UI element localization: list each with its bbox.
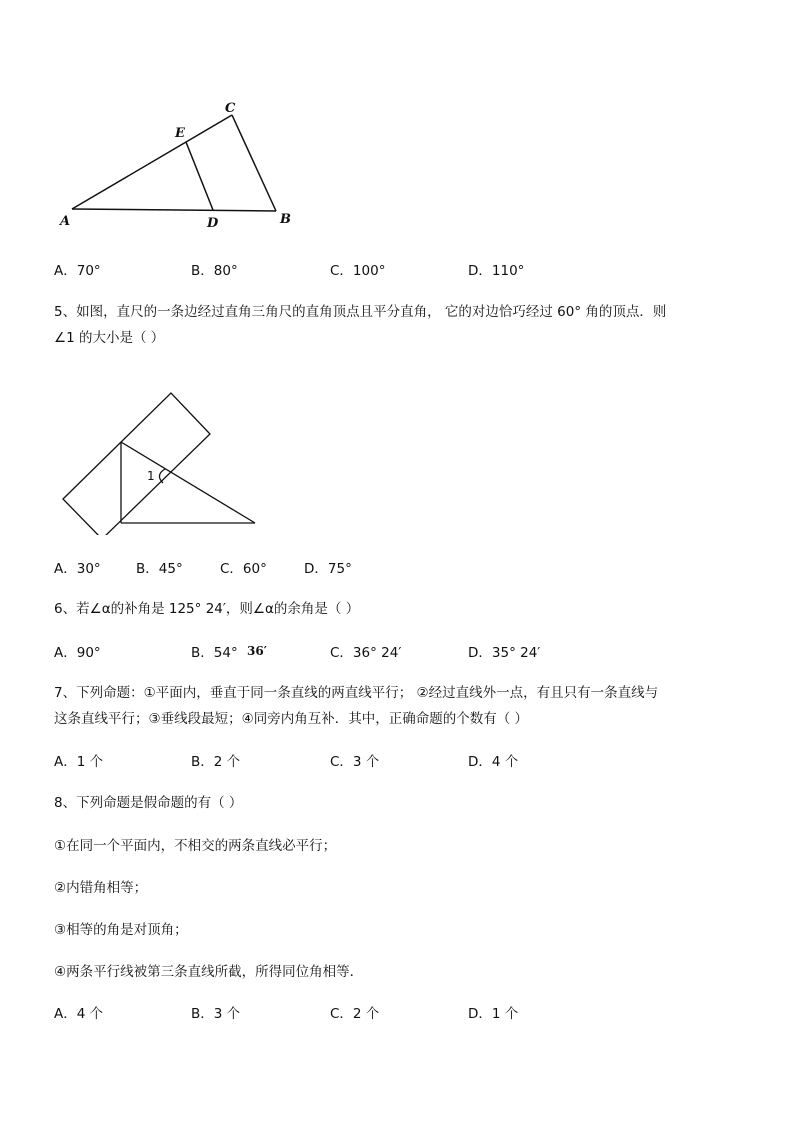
q5-stem-line1: 5、如图，直尺的一条边经过直角三角尺的直角顶点且平分直角， 它的对边恰巧经过 60° 角的顶点．则 xyxy=(54,304,667,320)
q6-option-a: A．90° xyxy=(54,645,101,661)
q5-option-a: A．30° xyxy=(54,561,101,577)
triangle-hypotenuse xyxy=(121,442,255,523)
q7-stem-line1: 7、下列命题：①平面内，垂直于同一条直线的两直线平行； ②经过直线外一点，有且只有一条直线与 xyxy=(54,685,659,701)
q6-option-d: D．35° 24′ xyxy=(468,645,541,661)
q8-stem: 8、下列命题是假命题的有（ ） xyxy=(54,795,243,811)
q6-option-c: C．36° 24′ xyxy=(330,645,402,661)
label-e: E xyxy=(175,126,185,141)
q5-option-b: B．45° xyxy=(136,561,183,577)
segment-ed xyxy=(186,142,213,210)
triangle-figure xyxy=(50,95,310,235)
q7-option-b: B．2 个 xyxy=(191,754,241,770)
q7-option-c: C．3 个 xyxy=(330,754,380,770)
q7-option-a: A．1 个 xyxy=(54,754,104,770)
q8-item-2: ②内错角相等； xyxy=(54,880,148,896)
label-d: D xyxy=(207,216,219,231)
q5-option-d: D．75° xyxy=(304,561,352,577)
ruler-outline xyxy=(63,393,210,535)
angle-1-label: 1 xyxy=(147,469,155,483)
q5-option-c: C．60° xyxy=(220,561,267,577)
segment-cb xyxy=(232,115,276,211)
segment-ac xyxy=(72,115,232,209)
q7-stem-line2: 这条直线平行；③垂线段最短；④同旁内角互补．其中，正确命题的个数有（ ） xyxy=(54,711,528,727)
q7-option-d: D．4 个 xyxy=(468,754,519,770)
q8-option-c: C．2 个 xyxy=(330,1006,380,1022)
q8-option-d: D．1 个 xyxy=(468,1006,519,1022)
q8-option-a: A．4 个 xyxy=(54,1006,104,1022)
q5-stem-line2: ∠1 的大小是（ ） xyxy=(54,330,165,346)
segment-ab xyxy=(72,209,276,211)
q4-option-d: D．110° xyxy=(468,263,525,279)
label-b: B xyxy=(280,212,291,227)
q8-item-3: ③相等的角是对顶角； xyxy=(54,922,188,938)
q8-item-4: ④两条平行线被第三条直线所截，所得同位角相等． xyxy=(54,964,364,980)
q4-option-c: C．100° xyxy=(330,263,386,279)
q6-option-b-minutes: 36′ xyxy=(247,644,267,658)
q6-stem: 6、若∠α的补角是 125° 24′，则∠α的余角是（ ） xyxy=(54,601,360,617)
ruler-triangle-figure xyxy=(55,385,265,535)
q4-option-a: A．70° xyxy=(54,263,101,279)
label-c: C xyxy=(225,101,236,116)
q4-option-b: B．80° xyxy=(191,263,238,279)
q8-option-b: B．3 个 xyxy=(191,1006,241,1022)
label-a: A xyxy=(60,214,71,229)
q6-option-b: B．54° xyxy=(191,645,238,661)
q8-item-1: ①在同一个平面内，不相交的两条直线必平行； xyxy=(54,838,337,854)
